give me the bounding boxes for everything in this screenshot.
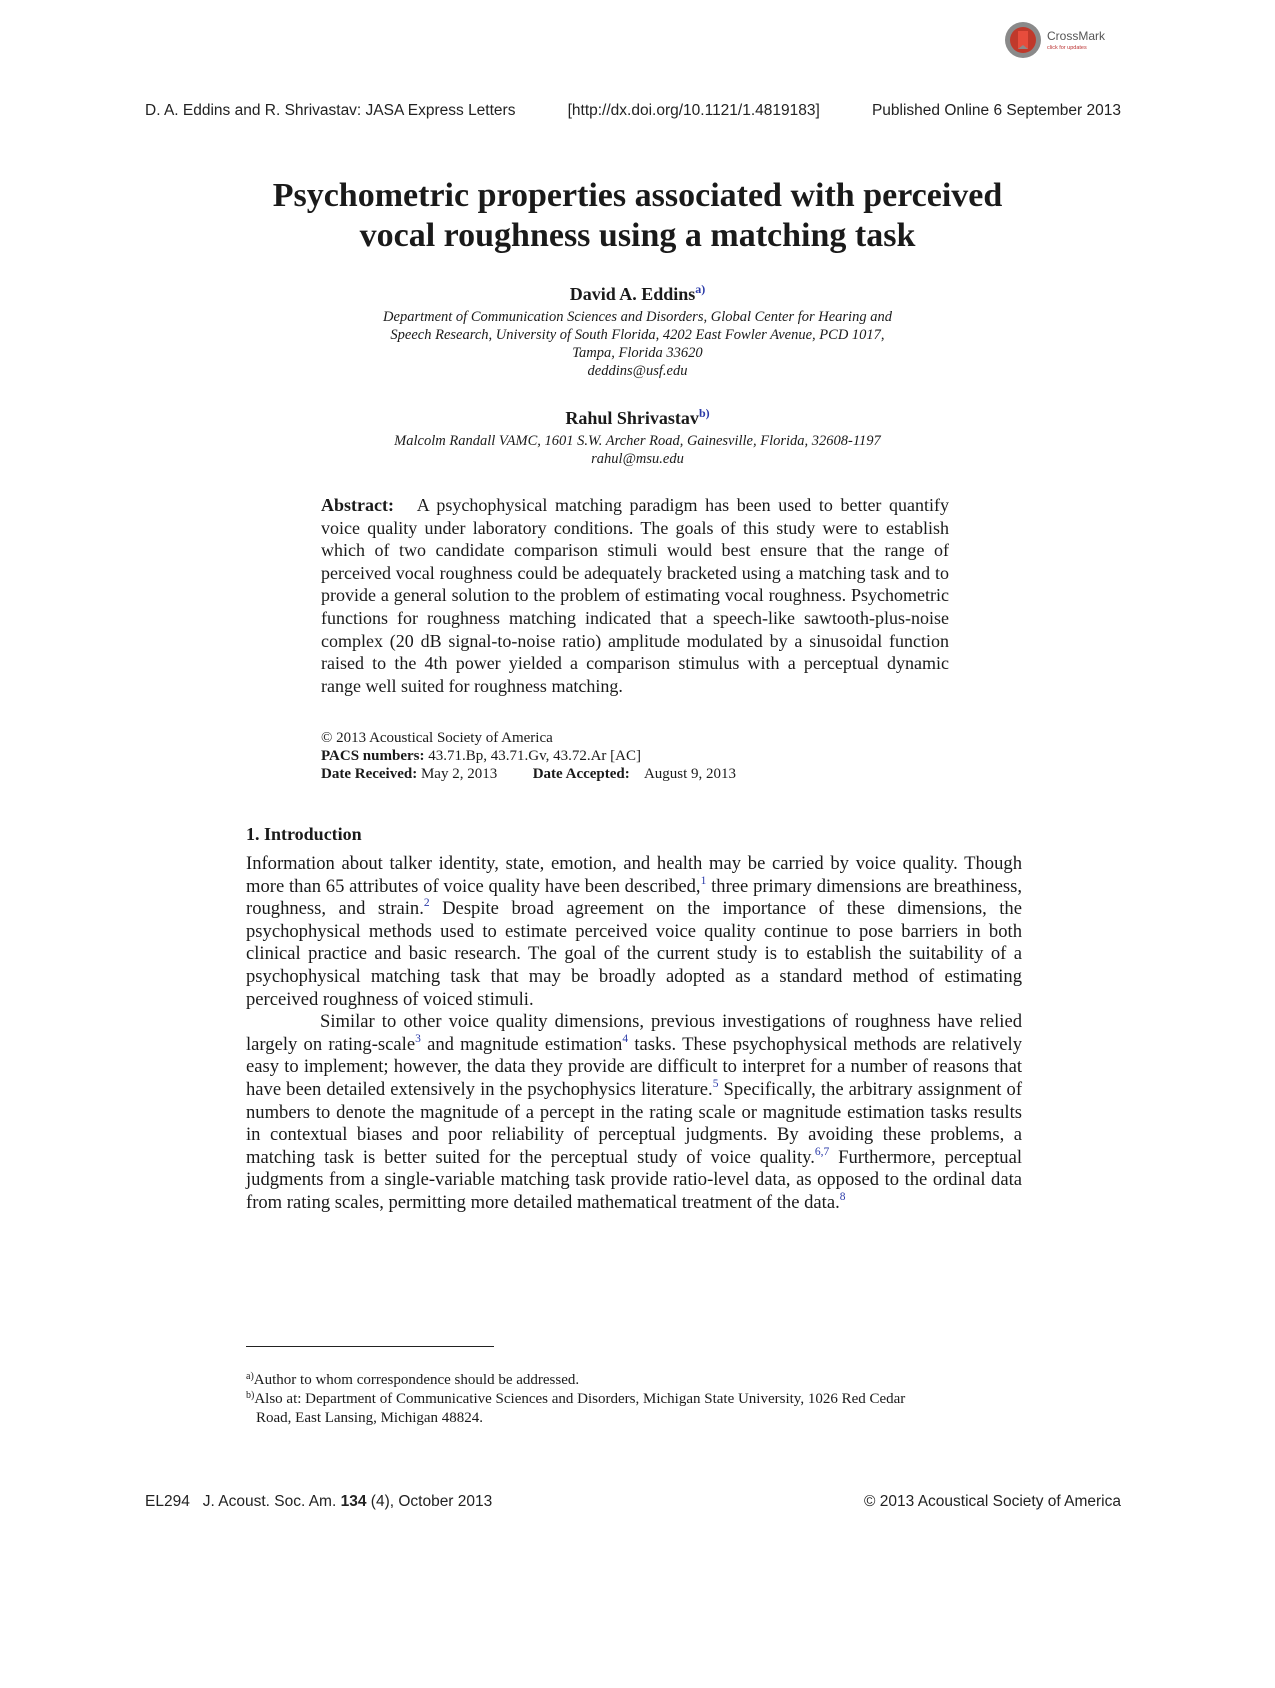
title-line-2: vocal roughness using a matching task: [359, 217, 916, 254]
article-title: [200, 176, 1075, 256]
affiliation-line: Speech Research, University of South Florida, 4202 East Fowler Avenue, PCD 1017,: [390, 327, 885, 343]
footnote-b-continuation: Road, East Lansing, Michigan 48824.: [256, 1410, 484, 1426]
running-header: [145, 102, 1121, 120]
running-header-doi[interactable]: [http://dx.doi.org/10.1121/1.4819183]: [567, 102, 820, 119]
citation-ref[interactable]: 4: [622, 1032, 629, 1045]
crossmark-subtitle: click for updates: [1047, 45, 1087, 52]
author-1-footnote-mark[interactable]: a): [695, 282, 706, 296]
running-header-published: Published Online 6 September 2013: [871, 102, 1121, 119]
crossmark-badge[interactable]: [1003, 18, 1123, 62]
received-value: May 2, 2013: [420, 766, 498, 782]
author-2-footnote-mark[interactable]: b): [698, 406, 710, 420]
paragraph-1: Information about talker identity, state, emotion, and health may be carried by voice quality. Though more than 65 attributes of voice quality have been described,$^1$ three primary dimensions are breathiness, roughness, and strain.$^2$ Despite broad agreement on the importance of these dimensions, the psychophysical methods used to estimate perceived voice quality continue to pose barriers in both clinical practice and basic research. The goal of the current study is to establish the suitability of a psychophysical matching task that may be broadly adopted as a standard method of estimating perceived roughness of voiced stimuli.: [246, 853, 1022, 1010]
footnote-divider: [246, 1346, 494, 1347]
meta-pacs: [321, 747, 949, 765]
paragraph-2: Similar to other voice quality dimensions, previous investigations of roughness have relied largely on rating-scale$^3$ and magnitude estimation$^4$ tasks. These psychophysical methods are relatively easy to implement; however, the data they provide are difficult to interpret for a number of reasons that have been detailed extensively in the psychophysics literature.$^5$ Specifically, the arbitrary assignment of numbers to denote the magnitude of a percept in the rating scale or magnitude estimation tasks results in contextual biases and poor reliability of perceptual judgments. By avoiding these problems, a matching task is better suited for the perceptual study of voice quality.$^{6,7}$ Furthermore, perceptual judgments from a single-variable matching task provide ratio-level data, as opposed to the ordinal data from rating scales, permitting more detailed mathematical treatment of the data.$^8$: [246, 1011, 1023, 1213]
abstract-label: Abstract:: [321, 495, 394, 515]
citation-ref[interactable]: 6,7: [814, 1145, 830, 1158]
page-footer: [145, 1493, 1121, 1511]
page-number: EL294: [145, 1493, 190, 1510]
footnote-a: $^{a)}$Author to whom correspondence should be addressed.: [246, 1371, 580, 1388]
citation-ref[interactable]: 5: [712, 1077, 719, 1090]
abstract: [321, 494, 949, 697]
author-1-email[interactable]: deddins@usf.edu: [587, 363, 688, 379]
author-name-1: David A. Eddins$^{a)}$: [569, 282, 706, 304]
citation-ref[interactable]: 3: [415, 1032, 421, 1045]
meta-copyright: © 2013 Acoustical Society of America: [321, 730, 553, 746]
volume: 134: [340, 1493, 367, 1510]
footnote-b: $^{b)}$Also at: Department of Communicative Sciences and Disorders, Michigan State University, 1026 Red Cedar: [246, 1390, 906, 1407]
footnotes: [246, 1371, 1022, 1428]
pacs-label: PACS numbers:: [321, 748, 425, 764]
citation-ref[interactable]: 8: [839, 1190, 846, 1203]
body-text: [246, 853, 1022, 1215]
author-2-email[interactable]: rahul@msu.edu: [591, 451, 684, 467]
citation-ref[interactable]: 1: [700, 874, 707, 887]
title-line-1: Psychometric properties associated with perceived: [272, 177, 1003, 214]
crossmark-icon: [1003, 20, 1043, 60]
running-header-authors: D. A. Eddins and R. Shrivastav: JASA Express Letters: [145, 102, 516, 119]
affiliation-line: Tampa, Florida 33620: [572, 345, 703, 361]
author-1-affiliation: [0, 308, 1275, 380]
journal-name: J. Acoust. Soc. Am.: [202, 1493, 337, 1510]
affiliation-line: Malcolm Randall VAMC, 1601 S.W. Archer Road, Gainesville, Florida, 32608-1197: [394, 433, 881, 449]
footnote-mark: a): [246, 1371, 254, 1382]
section-heading: 1. Introduction: [246, 824, 362, 844]
footer-citation: [145, 1493, 492, 1511]
accepted-value: August 9, 2013: [643, 766, 737, 782]
footer-copyright: © 2013 Acoustical Society of America: [864, 1493, 1121, 1510]
citation-ref[interactable]: 2: [423, 897, 430, 910]
meta-dates: [321, 765, 949, 783]
author-2-affiliation: [0, 432, 1275, 468]
issue: (4), October 2013: [370, 1493, 493, 1510]
accepted-label: Date Accepted:: [532, 766, 630, 782]
affiliation-line: Department of Communication Sciences and Disorders, Global Center for Hearing and: [383, 309, 892, 325]
footnote-mark: b): [246, 1390, 255, 1401]
pacs-value: 43.71.Bp, 43.71.Gv, 43.72.Ar [AC]: [428, 748, 642, 764]
author-name-2: Rahul Shrivastav$^{b)}$: [565, 406, 710, 428]
abstract-text: A psychophysical matching paradigm has been used to better quantify voice quality under laboratory conditions. The goals of this study were to establish which of two candidate comparison stimuli would best ensure that the range of perceived vocal roughness could be adequately bracketed using a matching task and to provide a general solution to the problem of estimating vocal roughness. Psychometric functions for roughness matching indicated that a speech-like sawtooth-plus-noise complex (20 dB signal-to-noise ratio) amplitude modulated by a sinusoidal function raised to the 4th power yielded a comparison stimulus with a perceptual dynamic range well suited for roughness matching.: [321, 495, 950, 696]
received-label: Date Received:: [321, 766, 418, 782]
crossmark-name: CrossMark: [1047, 29, 1106, 44]
article-meta: [321, 729, 949, 783]
